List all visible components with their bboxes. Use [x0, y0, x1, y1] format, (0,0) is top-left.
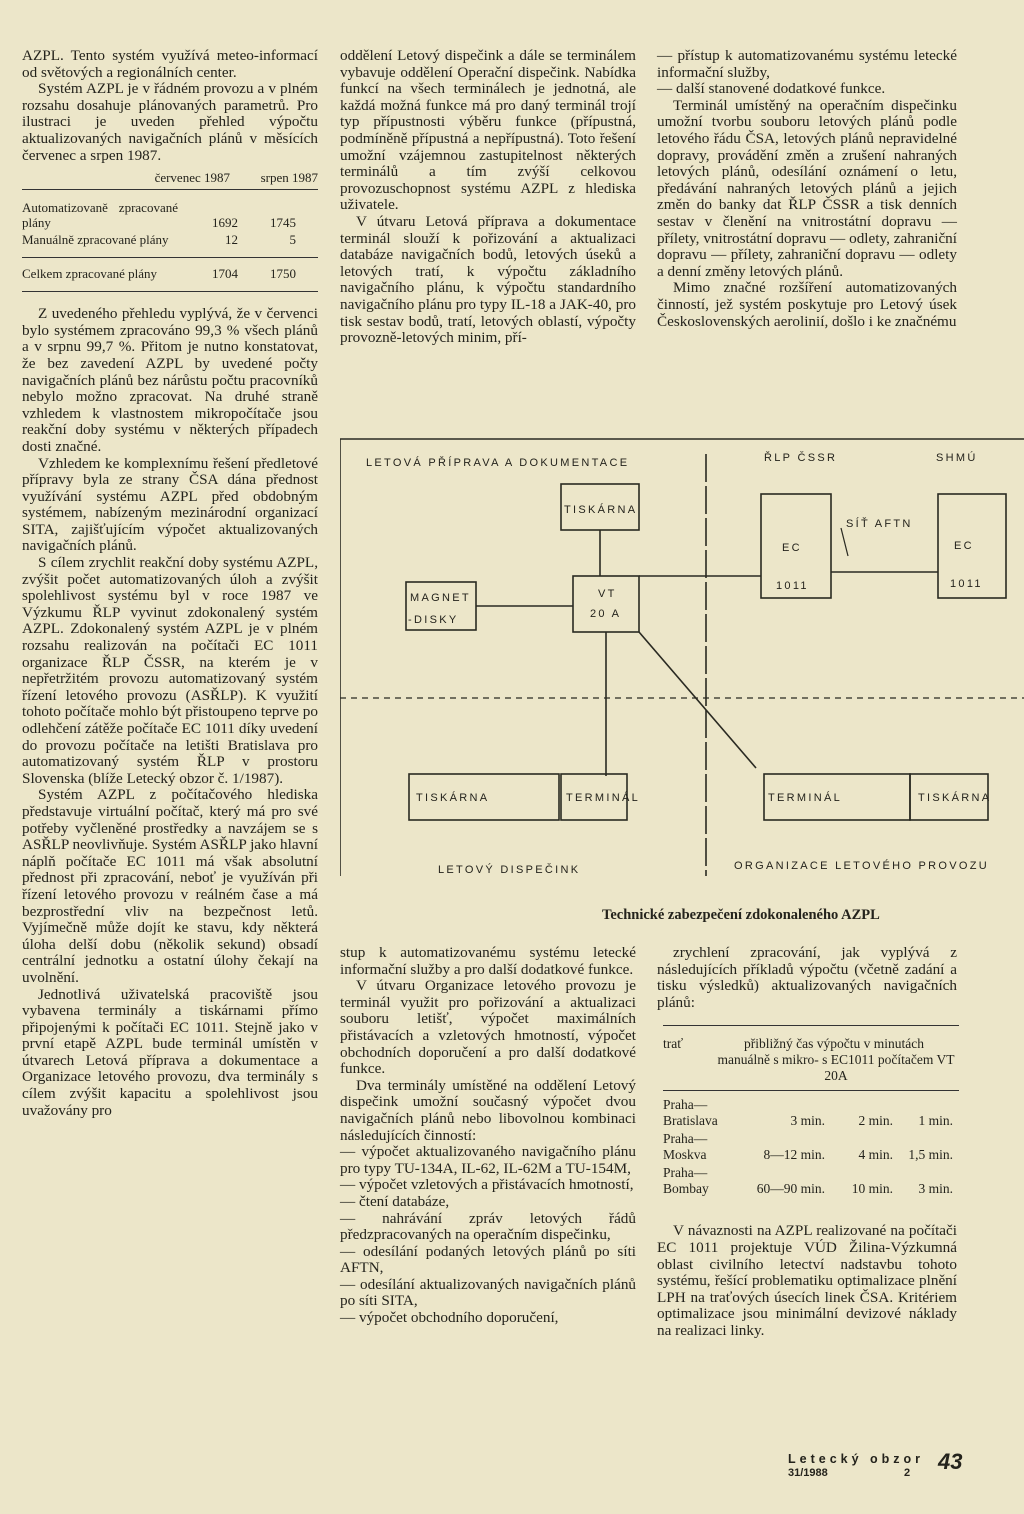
row-value-august: 1745 [270, 215, 296, 231]
text-column-5 [657, 945, 957, 1340]
issue-part: 2 [904, 1467, 911, 1479]
time-ec1011: 3 min. [918, 1181, 953, 1197]
paragraph: Mimo značné rozšíření automatizovaných činností, jež systém poskytuje pro Letový úsek Československých aerolinií, došlo i ke značnému [657, 279, 957, 330]
time-ec1011: 1 min. [918, 1113, 953, 1129]
ec-left-number: 1011 [776, 580, 809, 592]
magnet-box-label-2: -DISKY [408, 614, 459, 626]
header-route: trať [663, 1036, 684, 1052]
table-row [663, 1165, 959, 1197]
vt-box-label: VT [598, 588, 617, 600]
table-row [663, 1131, 959, 1163]
list-item: — výpočet obchodního doporučení, [340, 1309, 559, 1327]
printer-box-label: TISKÁRNA [564, 504, 638, 516]
list-item-text: další stanovené dodatkové funkce. [675, 80, 886, 98]
timing-table [663, 1025, 959, 1197]
time-manual: 60—90 min. [756, 1181, 825, 1197]
vt-box-label-2: 20 A [590, 608, 622, 620]
printer-bottom-left-label: TISKÁRNA [416, 792, 490, 804]
route-destination: Bratislava [663, 1113, 718, 1129]
table-row [22, 200, 318, 230]
magazine-title: Letecký obzor [788, 1452, 925, 1466]
label-sit-aftn: SÍŤ AFTN [846, 518, 913, 530]
paragraph: V návaznosti na AZPL realizované na počítači EC 1011 projektuje VÚD Žilina-Výzkumná oblast civilního letectví nadstavbu tohoto systému, řešící problematiku optimalizace plnění LPH na traťových úsecích linek ČSA. Kritériem optimalizace jsou minimální devizové náklady na realizaci linky. [657, 1222, 957, 1339]
table-row [663, 1097, 959, 1129]
header-july: červenec 1987 [154, 170, 230, 186]
table-divider [663, 1025, 959, 1026]
list-item-text: výpočet obchodního doporučení, [358, 1309, 559, 1327]
route-destination: Bombay [663, 1181, 709, 1197]
list-item-text: přístup k automatizovanému systému letecké informační služby, [657, 47, 957, 81]
list-item-text: výpočet aktualizovaného navigačního plánu pro typy TU-134A, IL-62, IL-62M a TU-154M, [340, 1143, 636, 1177]
diagram-caption: Technické zabezpečení zdokonaleného AZPL [602, 907, 880, 923]
list-item: — nahrávání zpráv letových řádů předzpracovaných na operačním dispečinku, [340, 1209, 636, 1244]
table-header [22, 170, 318, 190]
label-rlp-cssr: ŘLP ČSSR [764, 452, 838, 464]
route-origin: Praha— [663, 1097, 708, 1113]
table-divider [22, 291, 318, 292]
ec-left-label: EC [782, 542, 802, 554]
row-value-july: 12 [225, 232, 238, 248]
route-destination: Moskva [663, 1147, 707, 1163]
list-item: — odesílání aktualizovaných navigačních plánů po síti SITA, [340, 1275, 637, 1310]
time-ec1011: 1,5 min. [908, 1147, 953, 1163]
paragraph: V útvaru Organizace letového provozu je terminál využit pro pořizování a aktualizaci souboru letišť, výpočet maximálních přistávacích a vzletových hmotností, výpočet obchodních doporučení a pro další dodatkové funkce. [340, 977, 636, 1078]
row-value-august: 5 [289, 232, 296, 248]
table-header [663, 1036, 959, 1052]
list-item-text: výpočet vzletových a přistávacích hmotností, [358, 1176, 634, 1194]
ec-right-number: 1011 [950, 578, 983, 590]
total-label: Celkem zpracované plány [22, 266, 157, 282]
time-micro: 4 min. [858, 1147, 893, 1163]
magnet-box-label: MAGNET [410, 592, 471, 604]
row-label: Automatizovaně zpracované plány [22, 200, 178, 231]
header-time: přibližný čas výpočtu v minutách [744, 1036, 924, 1052]
text-column-3 [657, 48, 957, 330]
list-item: — přístup k automatizovanému systému letecké informační služby, [657, 47, 957, 81]
paragraph: Dva terminály umístěné na oddělení Letový dispečink umožní současný výpočet dvou navigačních plánů nebo libovolnou kombinaci následujících činností: [340, 1076, 636, 1144]
route-origin: Praha— [663, 1165, 708, 1181]
total-august: 1750 [270, 266, 296, 282]
label-letova-priprava: LETOVÁ PŘÍPRAVA A DOKUMENTACE [366, 457, 630, 469]
paragraph: Terminál umístěný na operačním dispečinku umožní tvorbu souboru letových plánů podle letového řádu ČSA, letových plánů nepravidelné dopravy, provádění změn a zrušení nahraných letových plánů, odesílání oznámení o letu, předávání nahraných letových plánů a jejich změn do banky dat ŘLP ČSSR a tisk denních sestav v členění na vnitrostátní dopravu — přílety, vnitrostátní dopravu — odlety, zahraniční dopravu — přílety, zahraniční dopravu — odlety a denní změny letových plánů. [657, 96, 957, 280]
route-origin: Praha— [663, 1131, 708, 1147]
statistics-table [22, 170, 318, 292]
issue-number: 31/1988 [788, 1467, 828, 1479]
row-label: Manuálně zpracované plány [22, 232, 169, 248]
paragraph: S cílem zrychlit reakční doby systému AZPL, zvýšit počet automatizovaných úloh a zvýšit spolehlivost systému byl v roce 1987 ve Výzkumu ŘLP vyvinut zdokonalený systém AZPL. Zdokonalený systém AZPL je v plném rozsahu realizován na počítači EC 1011 organizace ŘLP ČSSR, na kterém je v nepřetržitém provozu automatizovaný systém řízení letového provozu (ASŘLP). K využití tohoto počítače mohlo být přistoupeno teprve po odlehčení zátěže počítače EC 1011 díky uvedení do provozu počítače na letišti Bratislava pro automatizovaný systém ŘLP v prostoru Slovenska (blíže Letecký obzor č. 1/1987). [22, 554, 318, 787]
paragraph: oddělení Letový dispečink a dále se terminálem vybavuje oddělení Operační dispečink. Nabídka funkcí na všech terminálech je jednotná, ale každá možná funkce má pro daný terminál trojí typ přípustnosti výběru funkce (přípustná, podmíněně přípustná a nepřípustná). Toto řešení umožní vzájemnou zastupitelnost některých terminálů a tím zvýší celkovou provozuschopnost systému AZPL z hlediska uživatele. [340, 47, 636, 214]
paragraph: Systém AZPL z počítačového hlediska představuje virtuální počítač, který má pro své potřeby vyčleněné prostředky a navzájem se s ASŘLP neovlivňuje. Systém ASŘLP jako hlavní náplň počítače EC 1011 má však absolutní přednost při zpracování, neboť je využíván při řízení letového provozu v reálném čase a má bezprostřední vliv na bezpečnost letů. Vyjímečně může dojít ke stavu, kdy některá úloha delší dobu (několik sekund) obsadí centrální jednotku a ostatní úlohy čekají na uvolnění. [22, 786, 318, 986]
text-column-4 [340, 945, 636, 1327]
paragraph: AZPL. Tento systém využívá meteo-informací od světových a regionálních center. [22, 47, 318, 81]
printer-bottom-right-label: TISKÁRNA [918, 792, 992, 804]
list-item-text: čtení databáze, [358, 1192, 450, 1210]
text-column-2 [340, 48, 636, 347]
paragraph: Z uvedeného přehledu vyplývá, že v červenci bylo systémem zpracováno 99,3 % všech plánů a v srpnu 99,7 %. Přitom je nutno konstatovat, že bez zavedení AZPL by uvedené počty navigačních plánů bez nárůstu počtu pracovníků nebylo možno zpracovat. Na druhé straně vzhledem k vlastnostem mikropočítače jsou reakční doby systému v některých případech dosti značné. [22, 305, 318, 455]
list-item: — odesílání podaných letových plánů po síti AFTN, [340, 1242, 637, 1277]
label-shmu: SHMÚ [936, 452, 978, 464]
diagram-lines [340, 436, 1024, 906]
table-row [22, 232, 318, 247]
text-column-1 [22, 48, 318, 1119]
paragraph: stup k automatizovanému systému letecké informační služby a pro další dodatkové funkce. [340, 944, 636, 978]
terminal-right-label: TERMINÁL [768, 792, 843, 804]
list-item: — výpočet vzletových a přistávacích hmotností, [340, 1176, 634, 1194]
list-item-text: odesílání podaných letových plánů po síti AFTN, [340, 1242, 637, 1277]
list-item-text: odesílání aktualizovaných navigačních plánů po síti SITA, [340, 1275, 637, 1310]
paragraph: Systém AZPL je v řádném provozu a v plném rozsahu dosahuje plánovaných parametrů. Pro ilustraci je uveden přehled výpočtu aktualizovaných navigačních plánů v měsících červenec a srpen 1987. [22, 80, 318, 164]
time-manual: 3 min. [790, 1113, 825, 1129]
time-micro: 2 min. [858, 1113, 893, 1129]
table-total-row [22, 266, 318, 281]
header-august: srpen 1987 [260, 170, 318, 186]
label-letovy-dispecink: LETOVÝ DISPEČINK [438, 864, 581, 876]
table-divider [22, 257, 318, 258]
paragraph: Jednotlivá uživatelská pracoviště jsou vybavena terminály a tiskárnami přímo připojenými k počítači EC 1011. Stejně jako v první etapě AZPL bude terminál umístěn v útvarech Letová příprava a dokumentace a Organizace letového provozu, dva terminály s cílem zvýšit kapacitu a spolehlivost jsou uvažovány pro [22, 985, 318, 1119]
paragraph: zrychlení zpracování, jak vyplývá z následujících příkladů výpočtu (včetně zadání a tisku výsledků) aktualizovaných navigačních plánů: [657, 944, 957, 1011]
table-divider [663, 1090, 959, 1091]
list-item: — čtení databáze, [340, 1192, 450, 1210]
page-number: 43 [938, 1449, 963, 1474]
system-diagram [340, 436, 1024, 906]
label-organizace: ORGANIZACE LETOVÉHO PROVOZU [734, 860, 990, 872]
paragraph: Vzhledem ke komplexnímu řešení předletové přípravy byla ze strany ČSA dána přednost využívání systému AZPL před obdobným systémem, nabízeným mezinárodní organizací SITA, zajišťujícím výpočet aktualizovaných navigačních plánů. [22, 454, 318, 555]
terminal-left-label: TERMINÁL [566, 792, 641, 804]
total-july: 1704 [212, 266, 238, 282]
ec-right-label: EC [954, 540, 974, 552]
time-manual: 8—12 min. [763, 1147, 825, 1163]
header-methods: manuálně s mikro- s EC1011 počítačem VT 20A [717, 1052, 955, 1084]
time-micro: 10 min. [851, 1181, 893, 1197]
list-item-text: nahrávání zpráv letových řádů předzpracovaných na operačním dispečinku, [340, 1209, 636, 1244]
list-item: — další stanovené dodatkové funkce. [657, 80, 886, 98]
row-value-july: 1692 [212, 215, 238, 231]
list-item: — výpočet aktualizovaného navigačního plánu pro typy TU-134A, IL-62, IL-62M a TU-154M, [340, 1143, 636, 1177]
paragraph: V útvaru Letová příprava a dokumentace terminál slouží k pořizování a aktualizaci databáze navigačních bodů, letových úseků a letových tratí, k výpočtu základního navigačního plánu, k výpočtu standardního navigačního plánu pro typy IL-18 a JAK-40, pro tisk sestav bodů, tratí, letových oblastí, výpočty provozně-letových minim, pří- [340, 212, 636, 347]
